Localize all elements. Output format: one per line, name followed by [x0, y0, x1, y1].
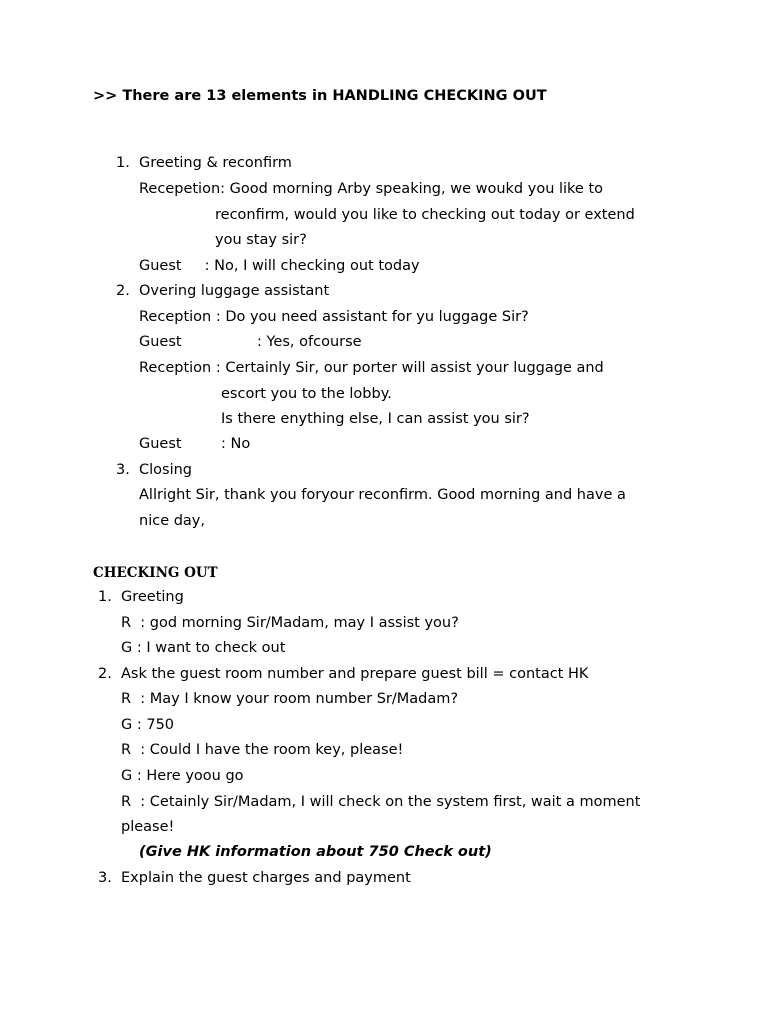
dialogue-line: R : May I know your room number Sr/Madam? [121, 691, 459, 707]
dialogue-line: G : Here yoou go [121, 768, 244, 784]
list-number: 1. [116, 155, 130, 171]
list-number: 2. [116, 283, 130, 299]
dialogue-line: : Yes, ofcourse [257, 334, 362, 350]
list-number: 3. [116, 462, 130, 478]
speaker-label: Guest [139, 334, 182, 350]
speaker-label: Guest [139, 436, 182, 452]
dialogue-line: escort you to the lobby. [221, 386, 392, 402]
dialogue-line: Is there enything else, I can assist you sir? [221, 411, 530, 427]
dialogue-line: : No [221, 436, 251, 452]
paragraph-line: Allright Sir, thank you foryour reconfirm. Good morning and have a [139, 487, 626, 503]
list-item-title: Ask the guest room number and prepare guest bill = contact HK [121, 666, 589, 682]
paragraph-line: nice day, [139, 513, 206, 529]
dialogue-line: G : 750 [121, 717, 175, 733]
dialogue-line: reconfirm, would you like to checking out today or extend [215, 207, 635, 223]
dialogue-line: you stay sir? [215, 232, 307, 248]
dialogue-line: R : Could I have the room key, please! [121, 742, 404, 758]
dialogue-line: R : god morning Sir/Madam, may I assist you? [121, 615, 459, 631]
dialogue-line: R : Cetainly Sir/Madam, I will check on the system first, wait a moment [121, 794, 641, 810]
dialogue-line: Recepetion: Good morning Arby speaking, we woukd you like to [139, 181, 604, 197]
dialogue-line: G : I want to check out [121, 640, 286, 656]
page-heading: >> There are 13 elements in HANDLING CHECKING OUT [93, 88, 547, 104]
list-number: 2. [98, 666, 112, 682]
section-title: CHECKING OUT [93, 565, 218, 581]
dialogue-line: please! [121, 819, 175, 835]
dialogue-line: Guest : No, I will checking out today [139, 258, 420, 274]
list-number: 3. [98, 870, 112, 886]
list-number: 1. [98, 589, 112, 605]
list-item-title: Greeting & reconfirm [139, 155, 292, 171]
list-item-title: Overing luggage assistant [139, 283, 330, 299]
list-item-title: Greeting [121, 589, 184, 605]
list-item-title: Closing [139, 462, 193, 478]
list-item-title: Explain the guest charges and payment [121, 870, 411, 886]
dialogue-line: Reception : Do you need assistant for yu luggage Sir? [139, 309, 529, 325]
dialogue-line: Reception : Certainly Sir, our porter will assist your luggage and [139, 360, 604, 376]
note-line: (Give HK information about 750 Check out) [139, 844, 492, 860]
